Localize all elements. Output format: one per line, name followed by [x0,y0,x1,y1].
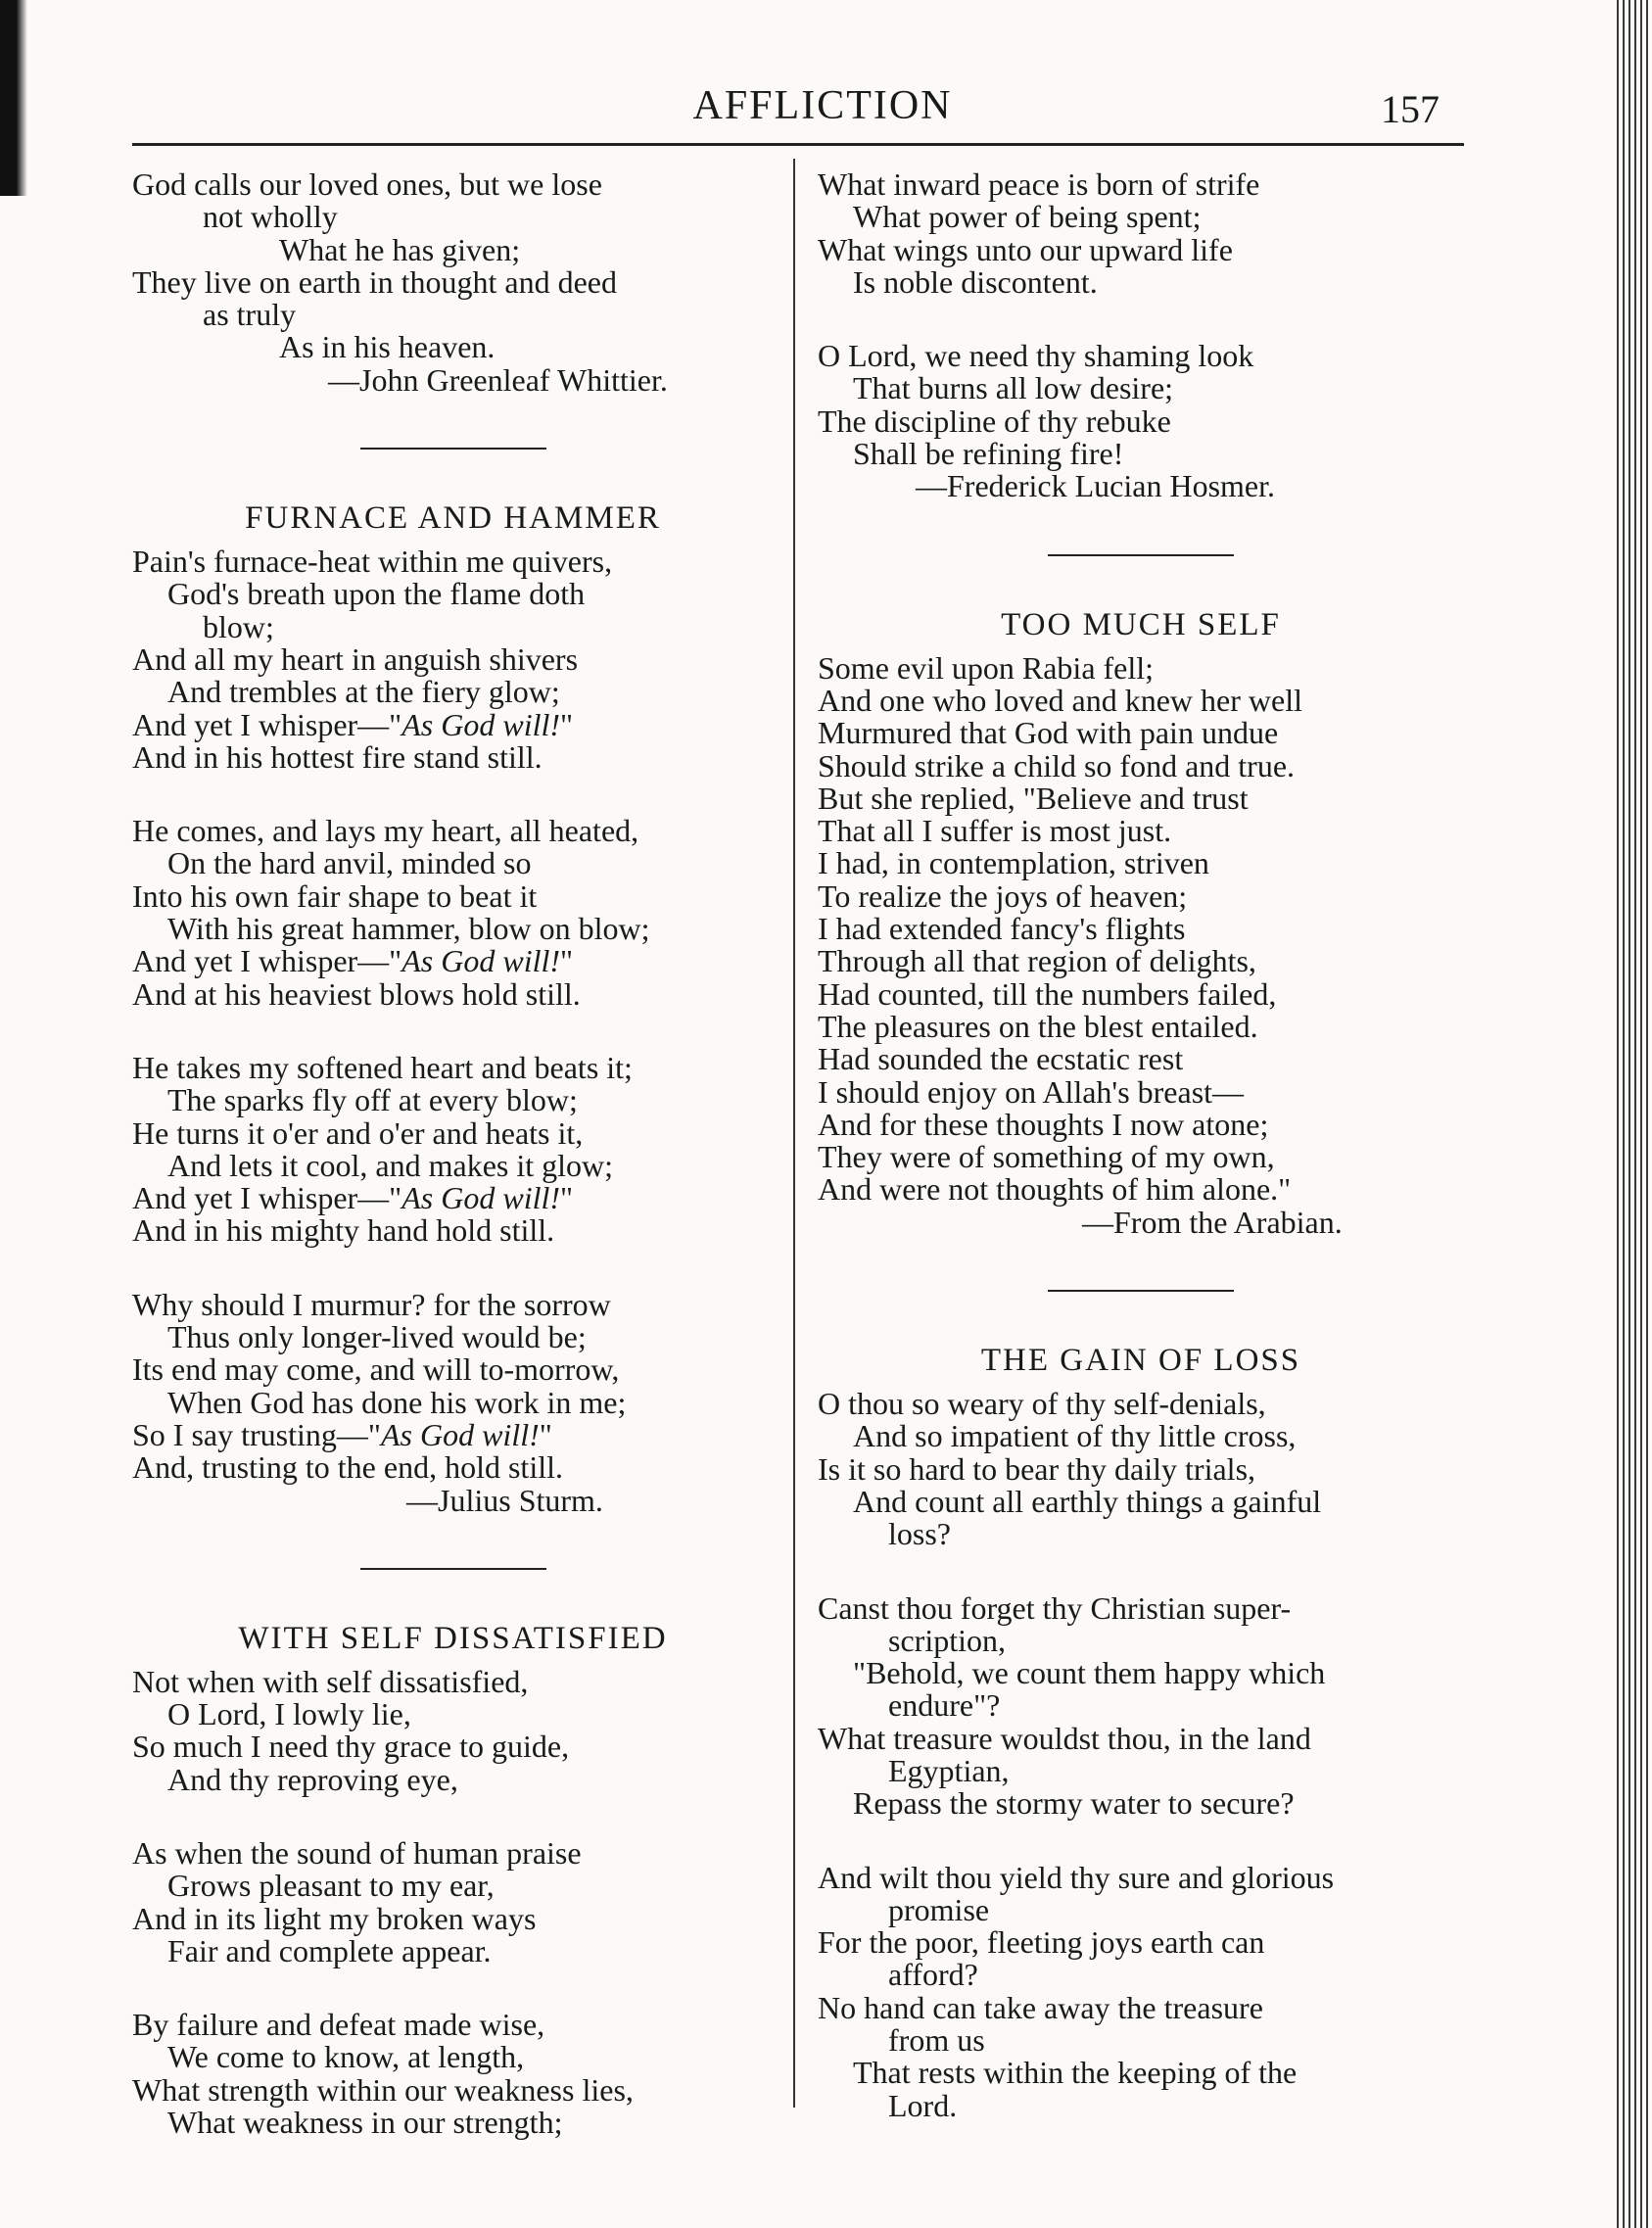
scan-binding-edge [1613,0,1652,2228]
poem-line: And yet I whisper—"As God will!" [132,943,574,979]
poem-line: And so impatient of thy little cross, [853,1418,1297,1454]
poem-line: That rests within the keeping of the [853,2055,1298,2091]
poem-line: And one who loved and knew her well [818,682,1302,718]
poem-the-gain-of-loss [818,1341,1464,2122]
poem-line: Had counted, till the numbers failed, [818,975,1277,1012]
poem-line: Shall be refining fire! [853,436,1124,472]
column-divider [793,159,795,2108]
poem-line: endure"? [888,1687,1001,1724]
poem-line: O Lord, I lowly lie, [167,1696,411,1732]
poem-attribution: —John Greenleaf Whittier. [328,361,668,398]
poem-line: The sparks fly off at every blow; [167,1082,578,1118]
poem-line: With his great hammer, blow on blow; [167,911,650,947]
poem-line: They were of something of my own, [818,1139,1275,1175]
scan-edge-shadow [0,0,27,196]
poem-line: Egyptian, [888,1752,1010,1788]
page-number: 157 [1381,87,1440,131]
poem-line: On the hard anvil, minded so [167,845,532,881]
poem-title: THE GAIN OF LOSS [980,1343,1301,1379]
poem-line: So I say trusting—"As God will!" [132,1416,552,1452]
poem-line: To realize the joys of heaven; [818,877,1188,914]
poem-line: And thy reproving eye, [167,1761,458,1797]
section-separator [818,1239,1464,1341]
header-rule [132,143,1464,146]
poem-line: Lord. [888,2087,958,2123]
poem-line: And, trusting to the end, hold still. [132,1449,563,1486]
poem-too-much-self [818,605,1464,1239]
poem-line: And all my heart in anguish shivers [132,640,579,677]
poem-line: And were not thoughts of him alone." [818,1171,1292,1208]
poem-line: O Lord, we need thy shaming look [818,338,1254,374]
poem-line: And for these thoughts I now atone; [818,1106,1269,1142]
poem-line: Is it so hard to bear thy daily trials, [818,1450,1256,1487]
poem-line: I should enjoy on Allah's breast— [818,1073,1245,1110]
poem-line: And in his hottest fire stand still. [132,738,543,775]
poem-line: God's breath upon the flame doth [167,576,586,612]
poem-line: So much I need thy grace to guide, [132,1729,570,1765]
section-separator [818,503,1464,605]
poem-title: FURNACE AND HAMMER [245,500,661,537]
poem-line: Thus only longer-lived would be; [167,1319,587,1355]
poem-line: as truly [203,297,297,333]
poem-whittier-excerpt [132,168,774,397]
poem-line: He comes, and lays my heart, all heated, [132,813,639,849]
poem-attribution: —Julius Sturm. [406,1482,603,1518]
poem-line: Through all that region of delights, [818,943,1256,979]
poem-line: promise [888,1891,990,1927]
poem-line: We come to know, at length, [167,2039,525,2075]
poem-line: The discipline of thy rebuke [818,403,1171,439]
poem-line: "Behold, we count them happy which [853,1655,1326,1691]
poem-line: What inward peace is born of strife [818,166,1260,202]
section-separator [132,397,774,498]
poem-line: afford? [888,1957,978,1993]
running-header-title: AFFLICTION [692,83,953,128]
poem-line: And in his mighty hand hold still. [132,1212,555,1249]
poem-line: As in his heaven. [279,329,496,365]
poem-line: For the poor, fleeting joys earth can [818,1924,1265,1961]
poem-line: And yet I whisper—"As God will!" [132,706,574,742]
poem-line: Had sounded the ecstatic rest [818,1041,1184,1077]
poem-line: But she replied, "Believe and trust [818,780,1249,816]
poem-attribution: —Frederick Lucian Hosmer. [916,468,1275,504]
poem-line: And lets it cool, and makes it glow; [167,1147,614,1183]
poem-line: They live on earth in thought and deed [132,263,617,300]
poem-line: Grows pleasant to my ear, [167,1868,495,1904]
poem-line: Into his own fair shape to beat it [132,877,538,914]
poem-line: And trembles at the fiery glow; [167,674,560,710]
poem-line: Is noble discontent. [853,263,1098,300]
poem-line: When God has done his work in me; [167,1384,627,1420]
poem-line: blow; [203,608,274,644]
poem-line: God calls our loved ones, but we lose [132,166,602,202]
poem-line: O thou so weary of thy self-denials, [818,1386,1266,1422]
poem-line: Why should I murmur? for the sorrow [132,1286,611,1322]
poem-line: What wings unto our upward life [818,231,1233,267]
poem-line: What he has given; [279,231,521,267]
poem-line: Canst thou forget thy Christian super- [818,1589,1292,1626]
poem-line: He takes my softened heart and beats it; [132,1049,633,1085]
right-column [818,168,1464,2122]
poem-line: That all I suffer is most just. [818,813,1172,849]
poem-line: And count all earthly things a gainful [853,1483,1322,1519]
poem-line: As when the sound of human praise [132,1834,582,1871]
poem-line: And in its light my broken ways [132,1900,537,1936]
poem-line: By failure and defeat made wise, [132,2007,545,2043]
poem-title: WITH SELF DISSATISFIED [238,1620,668,1656]
poem-with-self-dissatisfied [132,1619,774,2140]
poem-line: I had, in contemplation, striven [818,845,1209,881]
poem-line: What power of being spent; [853,199,1202,235]
poem-line: Fair and complete appear. [167,1932,492,1968]
poem-line: loss? [888,1516,951,1552]
poem-hosmer-continued [818,168,1464,503]
poem-line: No hand can take away the treasure [818,1989,1263,2025]
section-separator [132,1517,774,1619]
poem-line: And wilt thou yield thy sure and glorious [818,1859,1335,1895]
poem-line: Repass the stormy water to secure? [853,1785,1295,1822]
poem-line: What weakness in our strength; [167,2105,563,2141]
poem-line: Not when with self dissatisfied, [132,1663,529,1699]
poem-furnace-and-hammer [132,498,774,1517]
poem-line: Some evil upon Rabia fell; [818,649,1155,686]
poem-line: from us [888,2022,985,2059]
poem-line: not wholly [203,199,338,235]
poem-line: I had extended fancy's flights [818,911,1186,947]
poem-line: Its end may come, and will to-morrow, [132,1351,620,1388]
poem-line: scription, [888,1622,1006,1658]
poem-line: Murmured that God with pain undue [818,715,1279,751]
poem-line: What strength within our weakness lies, [132,2071,634,2108]
poem-line: What treasure wouldst thou, in the land [818,1720,1311,1756]
poem-attribution: —From the Arabian. [1082,1204,1343,1240]
poem-line: Pain's furnace-heat within me quivers, [132,544,613,580]
left-column [132,168,774,2139]
poem-line: And at his heaviest blows hold still. [132,975,581,1012]
poem-line: Should strike a child so fond and true. [818,747,1296,783]
poem-line: The pleasures on the blest entailed. [818,1008,1258,1044]
poem-line: That burns all low desire; [853,370,1174,406]
poem-line: And yet I whisper—"As God will!" [132,1180,574,1216]
poem-title: TOO MUCH SELF [1001,606,1281,642]
poem-line: He turns it o'er and o'er and heats it, [132,1114,584,1151]
